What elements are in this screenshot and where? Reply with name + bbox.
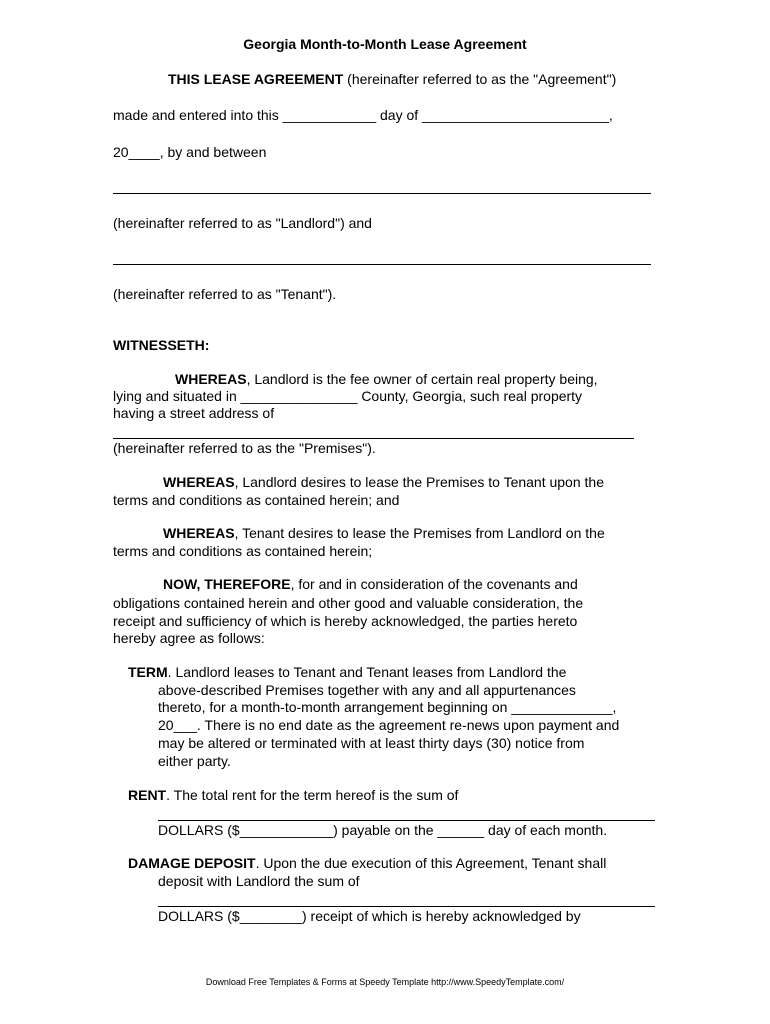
deposit-line3: DOLLARS ($________) receipt of which is hereby acknowledged by	[158, 908, 581, 924]
term-line4: 20___. There is no end date as the agreement re-news upon payment and	[158, 717, 620, 733]
whereas2-bold: WHEREAS	[163, 474, 235, 490]
whereas1-bold: WHEREAS	[175, 371, 247, 387]
whereas1-text: , Landlord is the fee owner of certain real property being,	[246, 371, 598, 387]
now-therefore-bold: NOW, THEREFORE	[163, 576, 291, 592]
street-address-blank[interactable]	[113, 438, 634, 439]
rent-line1	[128, 787, 458, 804]
rent-text: . The total rent for the term hereof is the sum of	[166, 787, 459, 803]
deposit-text: . Upon the due execution of this Agreement, Tenant shall	[255, 855, 607, 871]
whereas1-line1	[175, 371, 598, 388]
deposit-line2: deposit with Landlord the sum of	[158, 873, 360, 889]
now-therefore-line3: receipt and sufficiency of which is hereby acknowledged, the parties hereto	[113, 613, 578, 629]
term-line6: either party.	[158, 753, 231, 769]
whereas3-text: , Tenant desires to lease the Premises from Landlord on the	[234, 525, 605, 541]
whereas2-line2: terms and conditions as contained herein; and	[113, 492, 400, 508]
intro-text: (hereinafter referred to as the "Agreement")	[343, 71, 617, 87]
deposit-amount-blank[interactable]	[158, 906, 655, 907]
year-line: 20____, by and between	[113, 144, 267, 160]
whereas3-line1	[163, 525, 605, 542]
whereas1-line2: lying and situated in _______________ County, Georgia, such real property	[113, 388, 583, 404]
whereas2-line1	[163, 474, 604, 491]
whereas3-line2: terms and conditions as contained herein;	[113, 543, 373, 559]
term-line1	[128, 664, 566, 681]
now-therefore-text: , for and in consideration of the covenants and	[290, 576, 578, 592]
whereas1-line3: having a street address of	[113, 405, 275, 421]
intro-bold: THIS LEASE AGREEMENT	[168, 71, 344, 87]
whereas2-text: , Landlord desires to lease the Premises to Tenant upon the	[234, 474, 604, 490]
deposit-line1	[128, 855, 606, 872]
tenant-reference: (hereinafter referred to as "Tenant").	[113, 286, 337, 302]
landlord-name-blank[interactable]	[113, 193, 651, 194]
now-therefore-line4: hereby agree as follows:	[113, 630, 265, 646]
intro-line	[168, 71, 616, 88]
tenant-name-blank[interactable]	[113, 264, 651, 265]
whereas3-bold: WHEREAS	[163, 525, 235, 541]
term-text: . Landlord leases to Tenant and Tenant leases from Landlord the	[167, 664, 567, 680]
witnesseth-heading: WITNESSETH:	[113, 337, 210, 353]
term-line3: thereto, for a month-to-month arrangement beginning on _____________,	[158, 699, 617, 715]
footer-download-link[interactable]: Download Free Templates & Forms at Speedy Template http://www.SpeedyTemplate.com/	[205, 977, 565, 987]
term-line5: may be altered or terminated with at least thirty days (30) notice from	[158, 735, 585, 751]
page-title: Georgia Month-to-Month Lease Agreement	[243, 36, 527, 52]
whereas1-line4: (hereinafter referred to as the "Premises").	[113, 440, 376, 456]
term-bold: TERM	[128, 664, 168, 680]
now-therefore-line1	[163, 576, 578, 593]
term-line2: above-described Premises together with any and all appurtenances	[158, 682, 576, 698]
landlord-reference: (hereinafter referred to as "Landlord") and	[113, 215, 372, 231]
rent-amount-blank[interactable]	[158, 820, 655, 821]
rent-line2: DOLLARS ($____________) payable on the ______ day of each month.	[158, 822, 608, 838]
deposit-bold: DAMAGE DEPOSIT	[128, 855, 256, 871]
made-line: made and entered into this ____________ day of ________________________,	[113, 107, 613, 123]
rent-bold: RENT	[128, 787, 167, 803]
now-therefore-line2: obligations contained herein and other good and valuable consideration, the	[113, 595, 584, 611]
